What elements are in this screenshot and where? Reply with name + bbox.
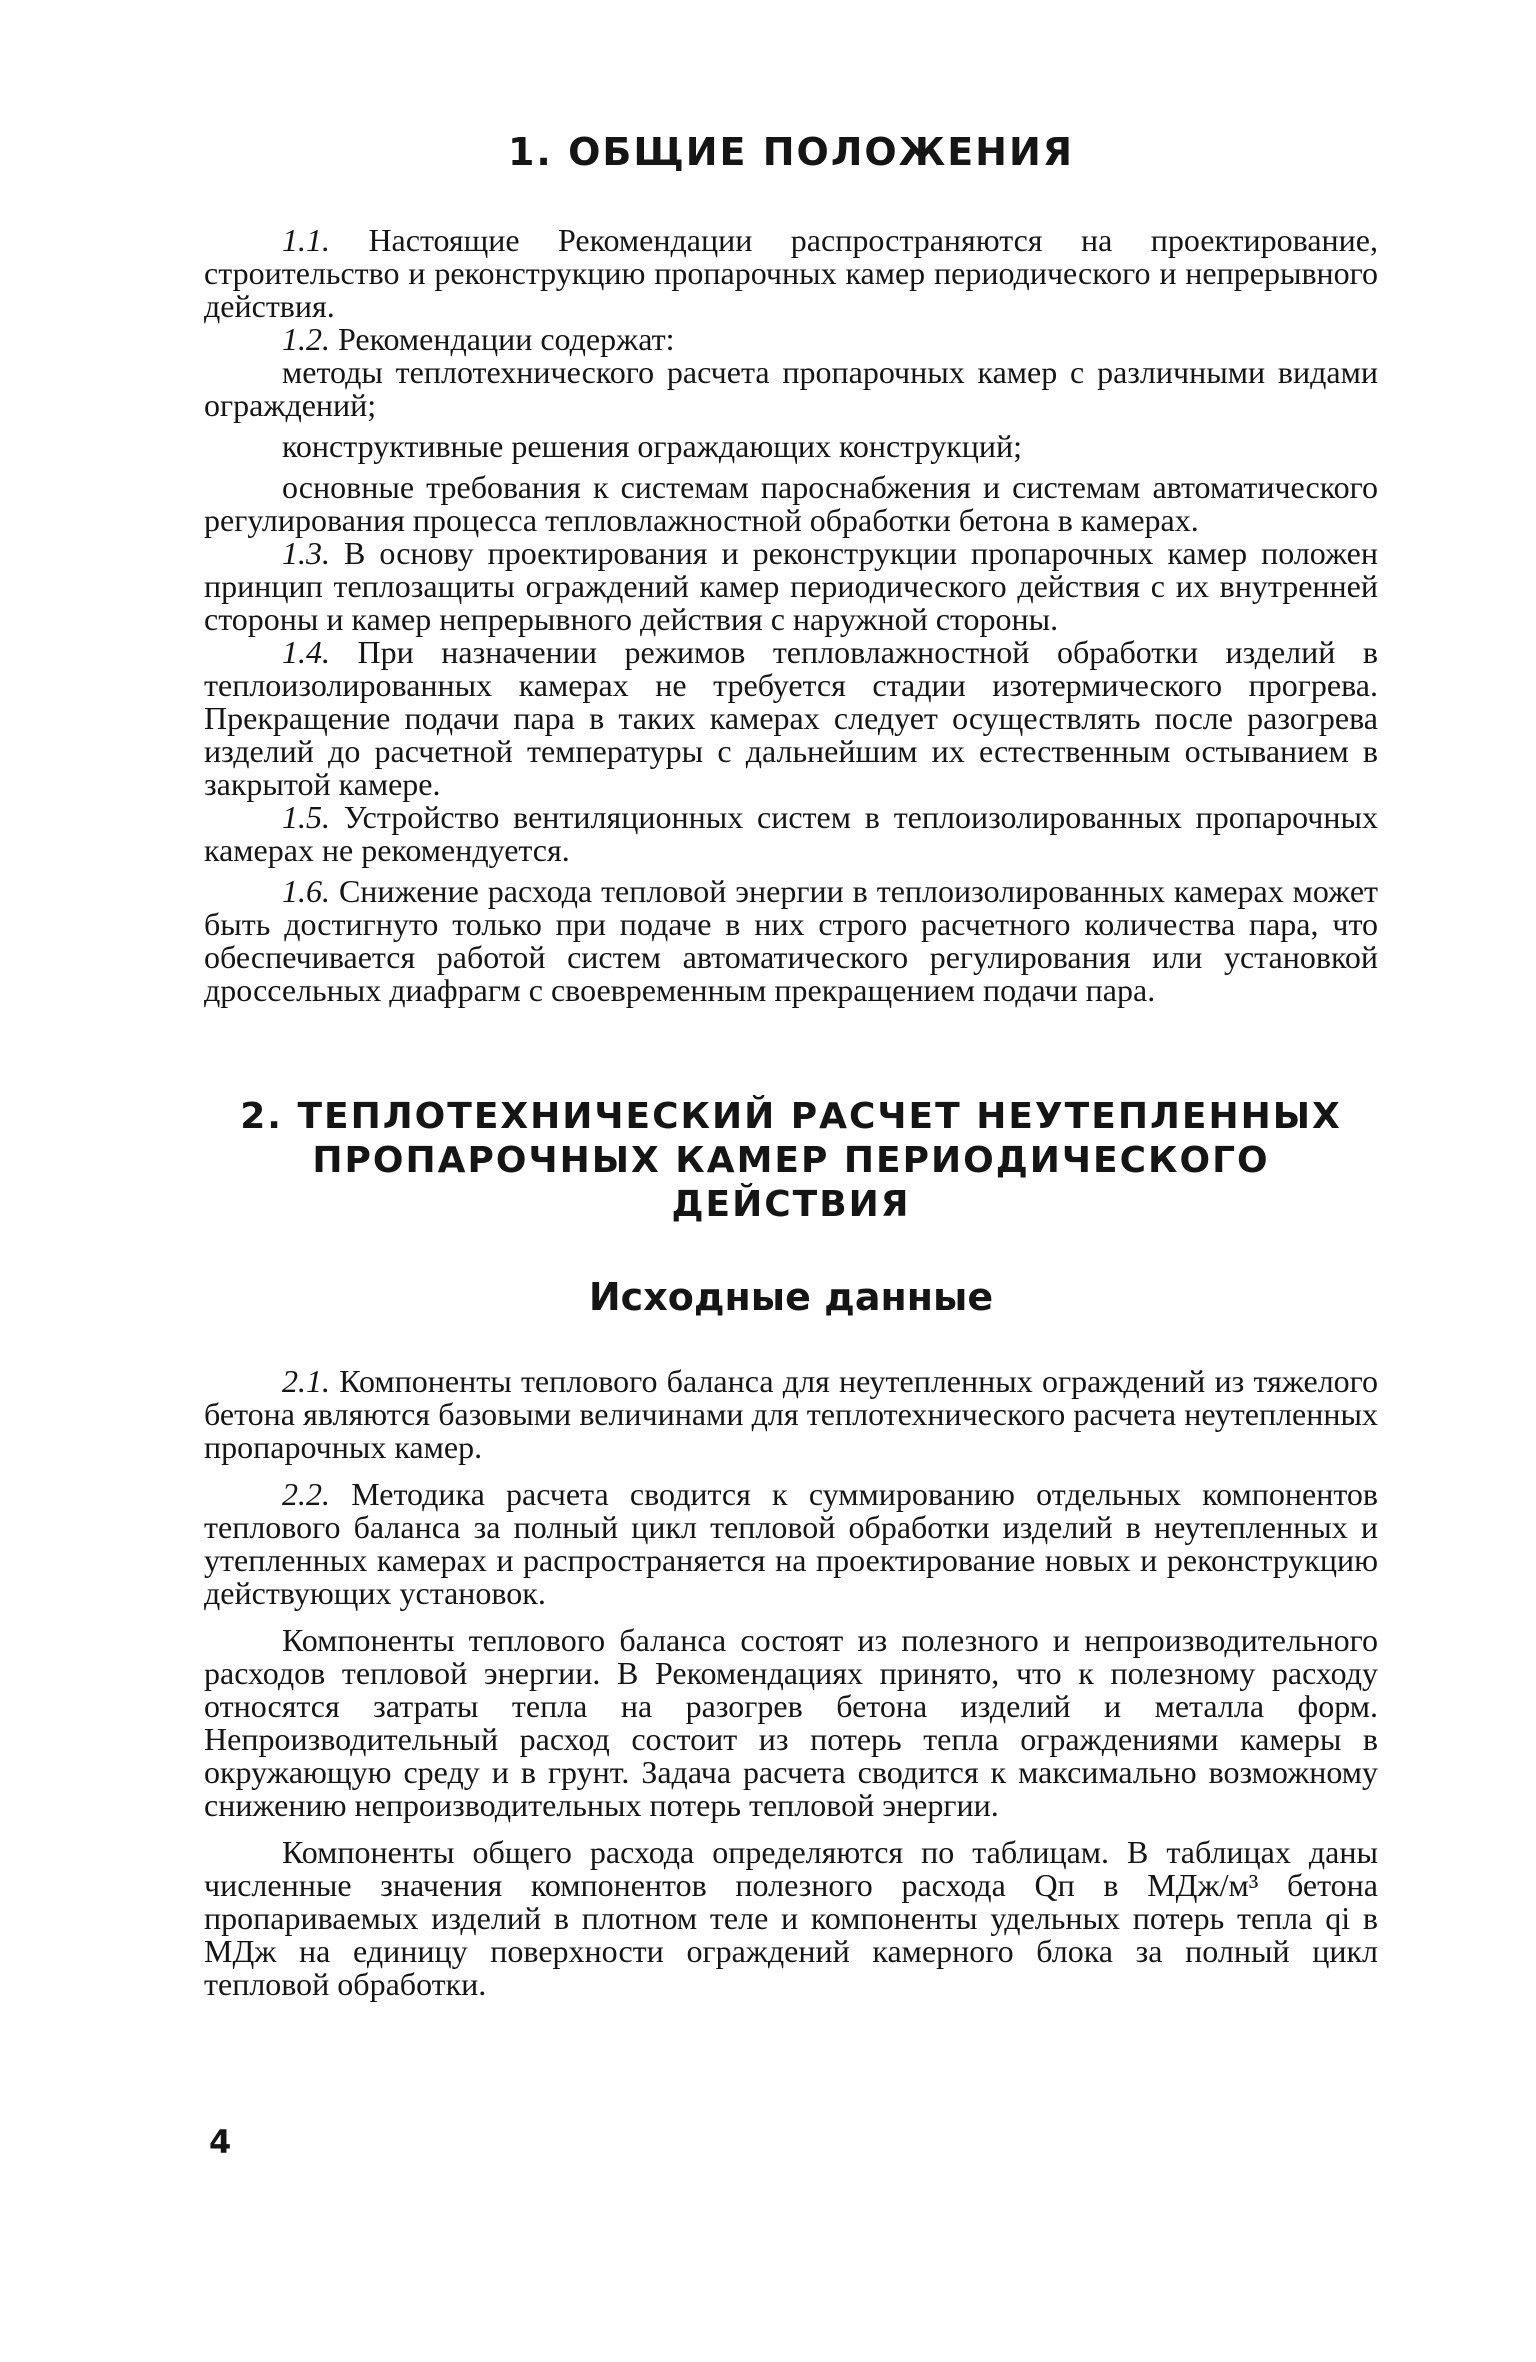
list-item-constructive: конструктивные решения ограждающих конструкций; xyxy=(282,428,1022,464)
list-item-methods: методы теплотехнического расчета пропарочных камер с различными видами ограждений; xyxy=(204,354,1378,423)
paragraph-1-6: 1.6. Снижение расхода тепловой энергии в теплоизолированных камерах может быть достигнуто только при подаче в них строго расчетного количества пара, что обеспечивается работой систем автоматического регулирования или установкой дроссельных диафрагм с своевременным прекращением подачи пара. xyxy=(204,873,1379,1008)
section-2-heading xyxy=(204,1095,1378,1227)
paragraph-2-1: 2.1. Компоненты теплового баланса для неутепленных ограждений из тяжелого бетона являются базовыми величинами для теплотехнического расчета неутепленных пропарочных камер. xyxy=(204,1363,1379,1465)
paragraph-1-1: 1.1. Настоящие Рекомендации распространяются на проектирование, строительство и реконструкцию пропарочных камер периодического и непрерывного действия. xyxy=(204,222,1379,324)
document-page xyxy=(204,128,1378,2001)
page-number: 4 xyxy=(209,2123,232,2161)
paragraph-2-2: 2.2. Методика расчета сводится к суммированию отдельных компонентов теплового баланса за полный цикл тепловой обработки изделий в неутепленных и утепленных камерах и распространяется на проектирование новых и реконструкцию действующих установок. xyxy=(204,1476,1379,1611)
paragraph-1-3: 1.3. В основу проектирования и реконструкции пропарочных камер положен принцип теплозащиты ограждений камер периодического действия с их внутренней стороны и камер непрерывного действия с наружной стороны. xyxy=(204,535,1379,637)
subsection-heading: Исходные данные xyxy=(588,1275,994,1319)
section-1-heading: 1. ОБЩИЕ ПОЛОЖЕНИЯ xyxy=(507,130,1075,174)
paragraph-1-4: 1.4. При назначении режимов тепловлажностной обработки изделий в теплоизолированных камерах не требуется стадии изотермического прогрева. Прекращение подачи пара в таких камерах следует осуществлять после разогрева изделий до расчетной температуры с дальнейшим их естественным остыванием в закрытой камере. xyxy=(204,634,1379,802)
paragraph-1-5: 1.5. Устройство вентиляционных систем в теплоизолированных пропарочных камерах не рекомендуется. xyxy=(204,799,1379,868)
paragraph-general-consumption: Компоненты общего расхода определяются по таблицам. В таблицах даны численные значения компонентов полезного расхода Qп в МДж/м³ бетона пропариваемых изделий в плотном теле и компоненты удельных потерь тепла qi в МДж на единицу поверхности ограждений камерного блока за полный цикл тепловой обработки. xyxy=(204,1834,1378,2002)
section-2-heading-line-1: 2. ТЕПЛОТЕХНИЧЕСКИЙ РАСЧЕТ НЕУТЕПЛЕННЫХ xyxy=(240,1096,1342,1137)
section-2-heading-line-2: ПРОПАРОЧНЫХ КАМЕР ПЕРИОДИЧЕСКОГО ДЕЙСТВИЯ xyxy=(312,1140,1270,1225)
paragraph-balance-components: Компоненты теплового баланса состоят из полезного и непроизводительного расходов тепловой энергии. В Рекомендациях принято, что к полезному расходу относятся затраты тепла на разогрев бетона изделий и металла форм. Непроизводительный расход состоит из потерь тепла ограждениями камеры в окружающую среду и в грунт. Задача расчета сводится к максимально возможному снижению непроизводительных потерь тепловой энергии. xyxy=(204,1622,1378,1823)
list-item-requirements: основные требования к системам пароснабжения и системам автоматического регулирования процесса тепловлажностной обработки бетона в камерах. xyxy=(204,469,1378,538)
paragraph-1-2: 1.2. Рекомендации содержат: xyxy=(282,321,675,357)
